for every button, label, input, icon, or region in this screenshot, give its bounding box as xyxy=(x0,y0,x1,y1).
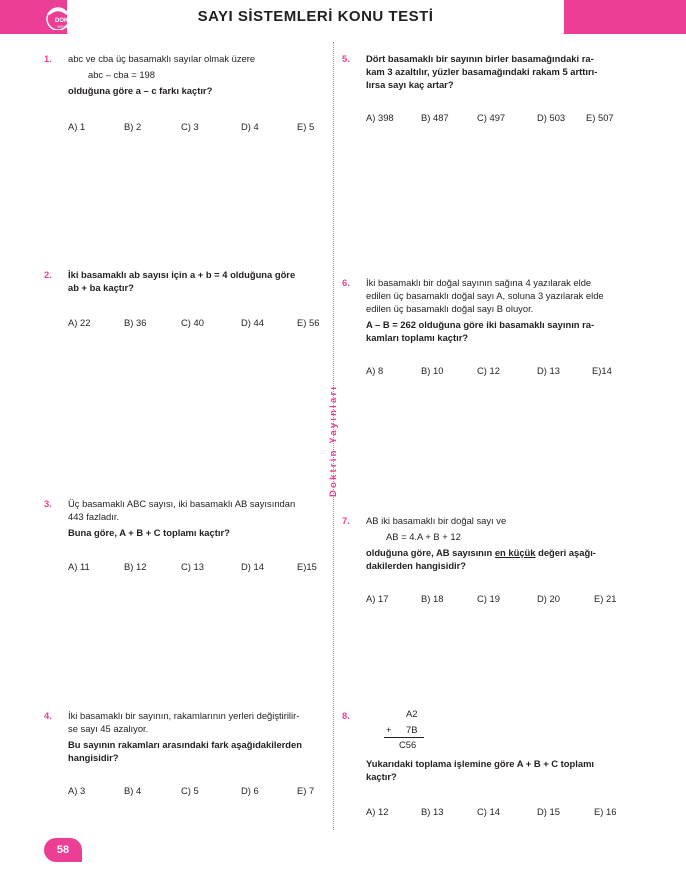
option-c[interactable]: C) 5 xyxy=(181,785,199,796)
answer-options-q1 xyxy=(68,121,328,133)
logo-subtext: YAYINLARI xyxy=(57,25,75,29)
emphasis-underline: en küçük xyxy=(494,547,536,558)
question-text-2: edilen üç basamaklı doğal sayı A, soluna 3 yazılarak elde xyxy=(366,290,604,301)
option-c[interactable]: C) 13 xyxy=(181,561,204,572)
option-e[interactable]: E) 16 xyxy=(594,806,617,817)
question-prompt: A – B = 262 olduğuna göre iki basamaklı sayının ra- xyxy=(366,319,595,330)
option-a[interactable]: A) 12 xyxy=(366,806,389,817)
option-b[interactable]: B) 487 xyxy=(421,112,449,123)
option-b[interactable]: B) 18 xyxy=(421,593,444,604)
answer-options-q6 xyxy=(366,365,636,377)
question-prompt: olduğuna göre a – c farkı kaçtır? xyxy=(68,85,213,96)
option-b[interactable]: B) 10 xyxy=(421,365,444,376)
answer-options-q5 xyxy=(366,112,636,124)
question-number: 5. xyxy=(342,53,350,64)
option-b[interactable]: B) 13 xyxy=(421,806,444,817)
sum-result: C56 xyxy=(399,739,417,750)
question-text: İki basamaklı bir sayının, rakamlarının yerleri değiştirilir- xyxy=(68,710,300,721)
question-text: Üç basamaklı ABC sayısı, iki basamaklı AB sayısından xyxy=(68,498,296,509)
option-b[interactable]: B) 4 xyxy=(124,785,142,796)
option-d[interactable]: D) 6 xyxy=(241,785,259,796)
answer-options-q3 xyxy=(68,561,328,573)
option-e[interactable]: E) 7 xyxy=(297,785,315,796)
option-d[interactable]: D) 44 xyxy=(241,317,264,328)
option-b[interactable]: B) 12 xyxy=(124,561,147,572)
answer-options-q2 xyxy=(68,317,328,329)
option-e[interactable]: E)14 xyxy=(592,365,612,376)
option-a[interactable]: A) 22 xyxy=(68,317,91,328)
question-prompt: Buna göre, A + B + C toplamı kaçtır? xyxy=(68,527,230,538)
option-a[interactable]: A) 11 xyxy=(68,561,90,572)
option-a[interactable]: A) 1 xyxy=(68,121,86,132)
option-d[interactable]: D) 4 xyxy=(241,121,259,132)
question-prompt: olduğuna göre, AB sayısının en küçük değeri aşağı- xyxy=(366,547,596,558)
option-a[interactable]: A) 3 xyxy=(68,785,86,796)
question-prompt-2: dakilerden hangisidir? xyxy=(366,560,467,571)
question-number: 7. xyxy=(342,515,350,526)
plus-sign: + xyxy=(386,724,392,735)
logo-text: DOKTRİN xyxy=(55,18,83,24)
option-e[interactable]: E)15 xyxy=(297,561,317,572)
side-publisher-text xyxy=(321,374,343,499)
question-prompt: Yukarıdaki toplama işlemine göre A + B + C toplamı xyxy=(366,758,595,769)
question-number: 4. xyxy=(44,710,52,721)
question-text: AB iki basamaklı bir doğal sayı ve xyxy=(366,515,507,526)
option-e[interactable]: E) 56 xyxy=(297,317,320,328)
answer-options-q8 xyxy=(366,806,636,818)
question-prompt: Bu sayının rakamları arasındaki fark aşağıdakilerden xyxy=(68,739,302,750)
option-e[interactable]: E) 507 xyxy=(586,112,614,123)
question-prompt: ab + ba kaçtır? xyxy=(68,282,134,293)
addend-2: 7B xyxy=(406,724,418,735)
question-prompt-2: kaçtır? xyxy=(366,771,397,782)
svg-text:Doktrin Yayınları: Doktrin Yayınları xyxy=(328,384,339,497)
question-prompt-2: hangisidir? xyxy=(68,752,119,763)
question-text-2: kam 3 azaltılır, yüzler basamağındaki rakam 5 arttırı- xyxy=(366,66,598,77)
equation: abc – cba = 198 xyxy=(88,69,155,80)
question-text-2: 443 fazladır. xyxy=(68,511,120,522)
publisher-logo xyxy=(43,4,101,30)
question-prompt: lırsa sayı kaç artar? xyxy=(366,79,454,90)
page-number: 58 xyxy=(44,838,82,862)
option-b[interactable]: B) 2 xyxy=(124,121,142,132)
question-8-prompt xyxy=(366,757,636,783)
option-c[interactable]: C) 497 xyxy=(477,112,506,123)
page-title: SAYI SİSTEMLERİ KONU TESTİ xyxy=(197,8,434,25)
question-text-3: edilen üç basamaklı doğal sayı B oluyor. xyxy=(366,303,534,314)
option-a[interactable]: A) 17 xyxy=(366,593,389,604)
equation: AB = 4.A + B + 12 xyxy=(386,531,461,542)
option-b[interactable]: B) 36 xyxy=(124,317,147,328)
question-prompt-2: kamları toplamı kaçtır? xyxy=(366,332,469,343)
question-number: 6. xyxy=(342,277,350,288)
question-number: 1. xyxy=(44,53,52,64)
option-a[interactable]: A) 8 xyxy=(366,365,384,376)
question-text-2: se sayı 45 azalıyor. xyxy=(68,723,149,734)
question-number: 8. xyxy=(342,710,350,721)
question-number: 3. xyxy=(44,498,52,509)
option-d[interactable]: D) 13 xyxy=(537,365,560,376)
addition-operation xyxy=(366,708,436,750)
option-c[interactable]: C) 19 xyxy=(477,593,500,604)
option-c[interactable]: C) 3 xyxy=(181,121,199,132)
question-number: 2. xyxy=(44,269,52,280)
option-c[interactable]: C) 14 xyxy=(477,806,500,817)
question-text: İki basamaklı bir doğal sayının sağına 4 yazılarak elde xyxy=(366,277,592,288)
option-d[interactable]: D) 20 xyxy=(537,593,560,604)
question-text: abc ve cba üç basamaklı sayılar olmak üzere xyxy=(68,53,256,64)
answer-options-q7 xyxy=(366,593,636,605)
option-d[interactable]: D) 15 xyxy=(537,806,560,817)
sum-line xyxy=(384,737,424,738)
option-d[interactable]: D) 14 xyxy=(241,561,264,572)
answer-options-q4 xyxy=(68,785,328,797)
option-e[interactable]: E) 21 xyxy=(594,593,617,604)
question-text: Dört basamaklı bir sayının birler basamağındaki ra- xyxy=(366,53,594,64)
addend-1: A2 xyxy=(406,708,418,719)
option-e[interactable]: E) 5 xyxy=(297,121,315,132)
option-c[interactable]: C) 12 xyxy=(477,365,500,376)
option-d[interactable]: D) 503 xyxy=(537,112,566,123)
option-c[interactable]: C) 40 xyxy=(181,317,204,328)
question-text: İki basamaklı ab sayısı için a + b = 4 olduğuna göre xyxy=(68,269,296,280)
option-a[interactable]: A) 398 xyxy=(366,112,394,123)
